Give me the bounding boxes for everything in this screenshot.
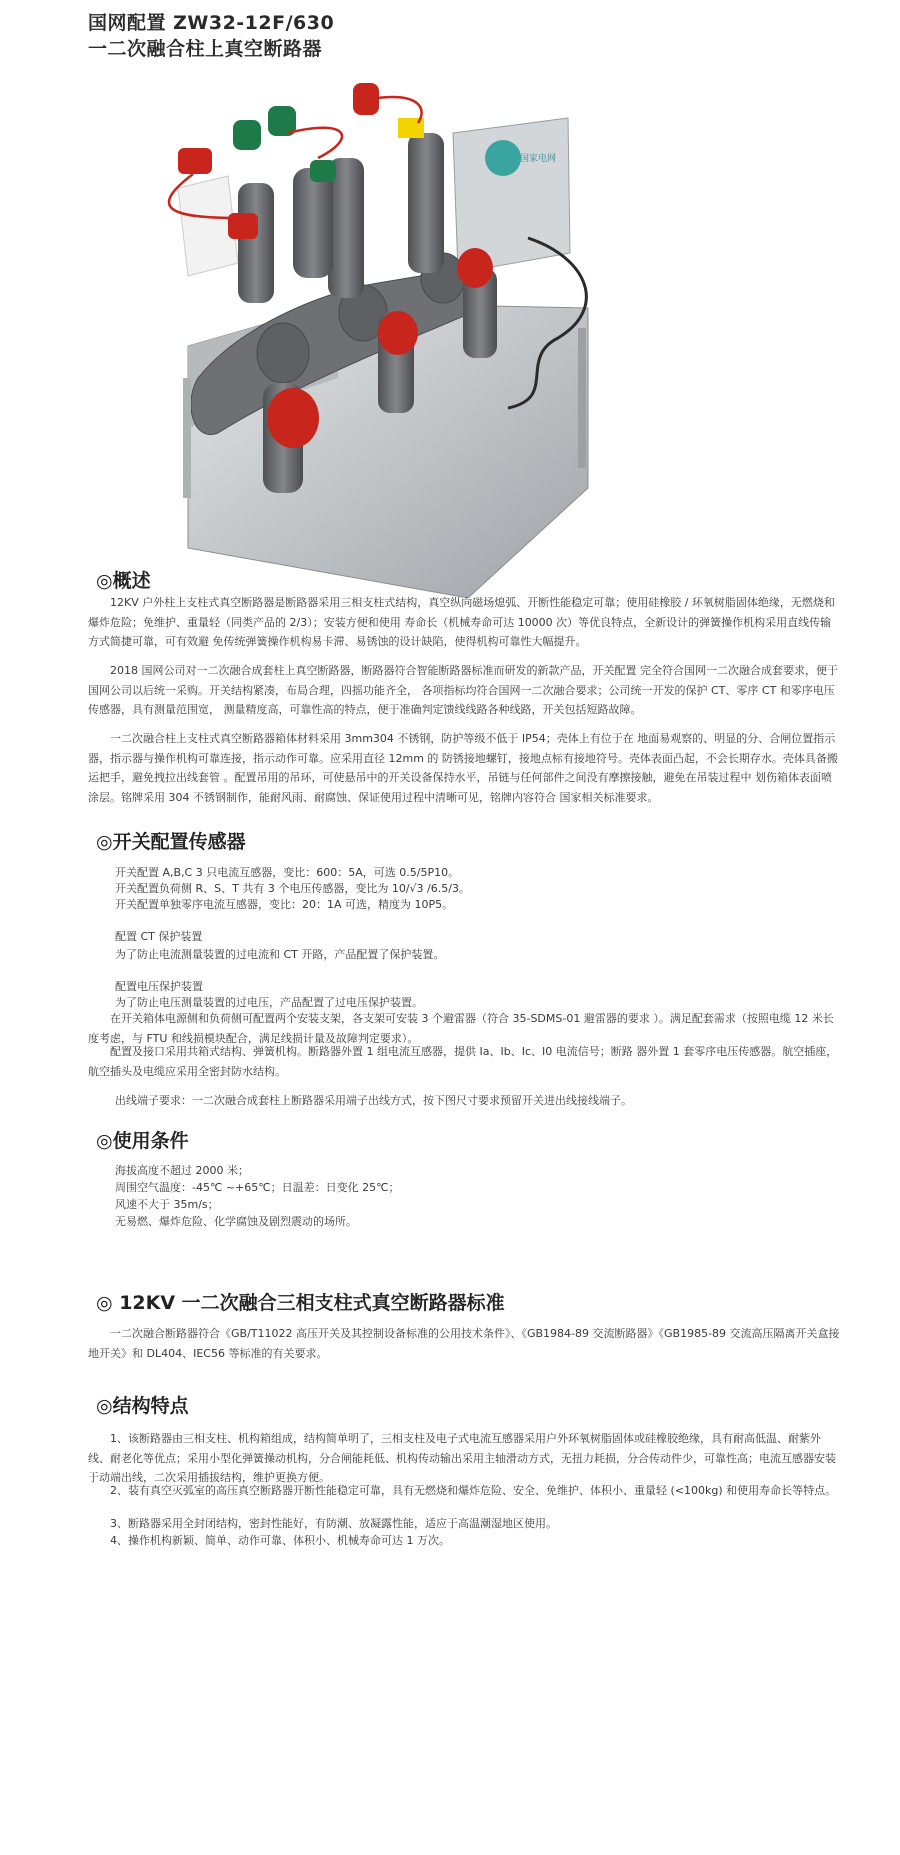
conditions-line-4: 无易燃、爆炸危险、化学腐蚀及剧烈震动的场所。 bbox=[115, 1215, 357, 1228]
structure-paragraph-3: 3、断路器采用全封闭结构，密封性能好，有防潮、放凝露性能，适应于高温潮湿地区使用。 bbox=[110, 1517, 557, 1530]
conditions-heading: ◎使用条件 bbox=[96, 1130, 189, 1152]
structure-paragraph-4: 4、操作机构新颖、简单、动作可靠、体积小、机械寿命可达 1 万次。 bbox=[110, 1534, 450, 1547]
overview-paragraph-2: 2018 国网公司对一二次融合成套柱上真空断路器，断路器符合智能断路器标准而研发的新款产品，开关配置 完全符合国网一二次融合成套要求，便于国网公司以后统一采购。开关结构紧凑，布局合理，四摇功能齐全， 各项指标均符合国网一二次融合要求；公司统一开发的保护 CT、零序 CT 和零序电压传感器，具有测量范围宽， 测量精度高，可靠性高的特点，便于准确判定馈线线路各种线路，开关包括短路故障。 bbox=[88, 664, 838, 716]
logo-text: 国家电网 bbox=[520, 154, 557, 164]
sensors-heading: ◎开关配置传感器 bbox=[96, 831, 246, 853]
sensors-line-6: 配置电压保护装置 bbox=[115, 980, 203, 993]
sensors-line-1: 开关配置 A,B,C 3 只电流互感器，变比：600：5A，可选 0.5/5P10。 bbox=[115, 866, 460, 879]
structure-heading: ◎结构特点 bbox=[96, 1395, 189, 1417]
conditions-line-1: 海拔高度不超过 2000 米； bbox=[115, 1164, 249, 1177]
sensors-line-7: 为了防止电压测量装置的过电压，产品配置了过电压保护装置。 bbox=[115, 996, 423, 1009]
structure-paragraph-1: 1、该断路器由三相支柱、机构箱组成，结构简单明了，三相支柱及电子式电流互感器采用户外环氧树脂固体或硅橡胶绝缘，具有耐高低温、耐紫外线、耐老化等优点；采用小型化弹簧操动机构，分合闸能耗低、机构传动输出采用主轴滑动方式，无扭力耗损，分合传动件少，可靠性高；电流互感器安装于动端出线，二次采用插拔结构，维护更换方便。 bbox=[88, 1432, 836, 1484]
title-line-2: 一二次融合柱上真空断路器 bbox=[88, 38, 323, 60]
conditions-line-2: 周围空气温度：-45℃ ~+65℃；日温差：日变化 25℃； bbox=[115, 1181, 400, 1194]
sensors-line-10: 出线端子要求：一二次融合成套柱上断路器采用端子出线方式，按下图尺寸要求预留开关进出线接线端子。 bbox=[115, 1094, 632, 1107]
conditions-line-3: 风速不大于 35m/s； bbox=[115, 1198, 219, 1211]
sensors-line-9: 配置及接口采用共箱式结构、弹簧机构。断路器外置 1 组电流互感器，提供 Ia、Ib、Ic、I0 电流信号；断路 器外置 1 套零序电压传感器。航空插座，航空插头及电缆应采用全密封防水结构。 bbox=[88, 1045, 838, 1078]
overview-paragraph-1: 12KV 户外柱上支柱式真空断路器是断路器采用三相支柱式结构，真空纵向磁场熄弧、开断性能稳定可靠；使用硅橡胶 / 环氧树脂固体绝缘，无燃烧和爆炸危险；免维护、重量轻（同类产品的 2/3）；安装方便和使用 寿命长（机械寿命可达 10000 次）等优良特点，全新设计的弹簧操作机构采用直线传输方式简捷可靠，可有效避 免传统弹簧操作机构易卡滞、易锈蚀的设计缺陷，使得机构可靠性大幅提升。 bbox=[88, 596, 835, 648]
sensors-line-4: 配置 CT 保护装置 bbox=[115, 930, 203, 943]
sensors-line-5: 为了防止电流测量装置的过电流和 CT 开路，产品配置了保护装置。 bbox=[115, 948, 445, 961]
overview-paragraph-3: 一二次融合柱上支柱式真空断路器箱体材料采用 3mm304 不锈钢，防护等级不低于 IP54；壳体上有位于在 地面易观察的、明显的分、合闸位置指示器，指示器与操作机构可靠连接，指示动作可靠。应采用直径 12mm 的 防锈接地螺钉，接地点标有接地符号。壳体表面凸起，不会长期存水。壳体具备搬运把手，避免拽拉出线套管 。配置吊用的吊环，可使悬吊中的开关设备保持水平，吊链与任何部件之间没有摩擦接触，避免在吊装过程中 划伤箱体表面喷涂层。铭牌采用 304 不锈钢制作，能耐风雨、耐腐蚀、保证使用过程中清晰可见，铭牌内容符合 国家相关标准要求。 bbox=[88, 732, 838, 804]
sensors-line-8: 在开关箱体电源侧和负荷侧可配置两个安装支架，各支架可安装 3 个避雷器（符合 35-SDMS-01 避雷器的要求 ）。满足配套需求（按照电缆 12 米长度考虑，与 FTU 和线损模块配合，满足线损计量及故障判定要求）。 bbox=[88, 1012, 834, 1045]
title-line-1: 国网配置 ZW32-12F/630 bbox=[88, 12, 335, 34]
product-image bbox=[88, 78, 668, 600]
state-grid-logo bbox=[485, 140, 521, 176]
standard-heading: ◎ 12KV 一二次融合三相支柱式真空断路器标准 bbox=[96, 1292, 505, 1314]
structure-paragraph-2: 2、装有真空灭弧室的高压真空断路器开断性能稳定可靠，具有无燃烧和爆炸危险、安全、免维护、体积小、重量轻 (<100kg) 和使用寿命长等特点。 bbox=[110, 1484, 837, 1497]
sensors-line-2: 开关配置负荷侧 R、S、T 共有 3 个电压传感器，变比为 10/√3 /6.5/3。 bbox=[115, 882, 470, 895]
overview-heading: ◎概述 bbox=[96, 570, 151, 592]
standard-paragraph: 一二次融合断路器符合《GB/T11022 高压开关及其控制设备标准的公用技术条件》、《GB1984-89 交流断路器》《GB1985-89 交流高压隔离开关盒接地开关》和 DL404、IEC56 等标准的有关要求。 bbox=[88, 1327, 840, 1360]
sensors-line-3: 开关配置单独零序电流互感器，变比：20：1A 可选，精度为 10P5。 bbox=[115, 898, 454, 911]
